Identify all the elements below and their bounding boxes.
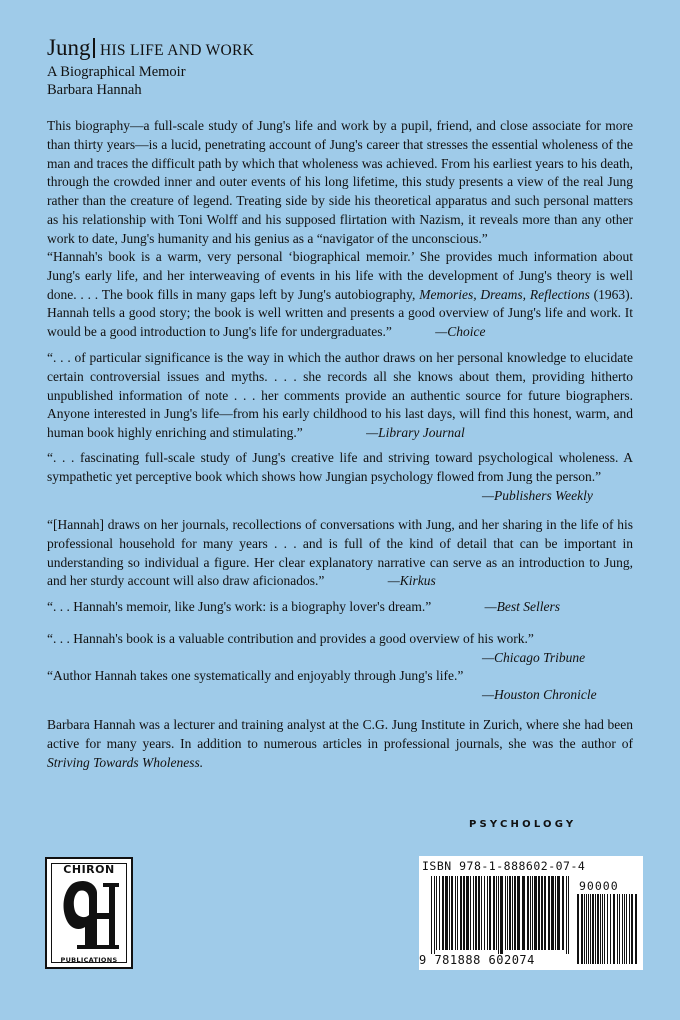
review-text: “Hannah's book is a warm, very personal ‘biographical memoir.’ She provides much information about Jung's early life, and her interweaving of events in his life with the development of Jung's theory is well done. . . . The book fills in many gaps left by Jung's autobiography, [47,249,633,302]
book-header [47,36,254,99]
price-addon-text: 90000 [579,879,619,893]
review-text: “Author Hannah takes one systematically and enjoyably through Jung's life.” [47,668,464,683]
review-publishers-weekly [47,449,633,505]
isbn-barcode [419,856,643,970]
isbn-text: ISBN 978-1-888602-07-4 [422,859,586,873]
bio-book-title: Striving Towards Wholeness. [47,754,204,770]
review-kirkus [47,516,633,591]
publisher-name-sub: PUBLICATIONS [60,956,118,964]
barcode-digits: 9 781888 602074 [419,953,535,967]
review-text: “. . . Hannah's memoir, like Jung's work: is a biography lover's dream.” [47,599,432,614]
book-subtitle: HIS LIFE AND WORK [99,42,255,59]
review-source: —Kirkus [387,573,436,589]
review-source: —Best Sellers [484,599,561,614]
review-text: “. . . Hannah's book is a valuable contribution and provides a good overview of his work.” [47,631,534,646]
chiron-symbol-icon [57,879,125,953]
review-choice [47,248,633,342]
review-source: —Chicago Tribune [482,649,586,665]
author-bio [47,716,633,772]
review-text: “. . . of particular significance is the way in which the author draws on her personal knowledge to elucidate certain controversial issues and myths. . . . she records all she knows about them, providing hitherto unpublished information of note . . . her comments provide an authentic source for future biographers. Anyone interested in Jung's life—from his early childhood to his last days, will find this honest, warm, and human book highly enriching and stimulating.” [47,350,633,441]
review-text: “[Hannah] draws on her journals, recollections of conversations with Jung, and her sharing in the life of his professional household for many years . . . and is full of the kind of detail that can be important in understanding so individual a figure. Her clear explanatory narrative can serve as an introduction to Jung, and her sturdy account will also draw aficionados.” [47,517,633,589]
book-title: Jung [47,35,91,60]
review-best-sellers [47,598,633,617]
review-source: —Choice [435,324,486,340]
publisher-name: CHIRON [63,863,115,876]
review-library-journal [47,349,633,443]
title-line [47,36,254,63]
bio-text: Barbara Hannah was a lecturer and training analyst at the C.G. Jung Institute in Zurich, where she had been active for many years. In addition to numerous articles in professional journals, she was the author of [47,717,633,751]
title-divider [93,38,95,58]
publisher-logo [45,857,133,969]
category-label: PSYCHOLOGY [469,819,577,830]
review-source: —Library Journal [366,425,465,441]
review-chicago-tribune [47,630,633,668]
book-author: Barbara Hannah [47,82,142,98]
review-source: —Publishers Weekly [482,487,593,503]
review-text: “. . . fascinating full-scale study of Jung's creative life and striving toward psychological wholeness. A sympathetic yet perceptive book which shows how Jungian psychology flowed from Jung the person.” [47,450,633,484]
review-source: —Houston Chronicle [482,686,597,702]
review-houston-chronicle [47,667,633,705]
description-paragraph: This biography—a full-scale study of Jung's life and work by a pupil, friend, and close associate for more than thirty years—is a lucid, penetrating account of Jung's career that stresses the essential wholeness of the man and traces the difficult path by which that wholeness was achieved. From his earliest years to his death, through the crowded inner and outer events of his long lifetime, this study presents a view of the real Jung rather than the creature of legend. Treating side by side his theoretical apparatus and such personal matters as his relationship with Toni Wolff and his supposed flirtation with Nazism, it reveals more than any other work to date, Jung's humanity and his genius as a “navigator of the unconscious.” [47,118,633,246]
review-text-cont: (1963). Hannah tells a good story; the book is well written and presents a good overview of Jung's life and work. It would be a good introduction to Jung's life for undergraduates.” [47,286,634,340]
review-book-title: Memories, Dreams, Reflections [419,286,590,302]
book-tagline: A Biographical Memoir [47,64,186,80]
